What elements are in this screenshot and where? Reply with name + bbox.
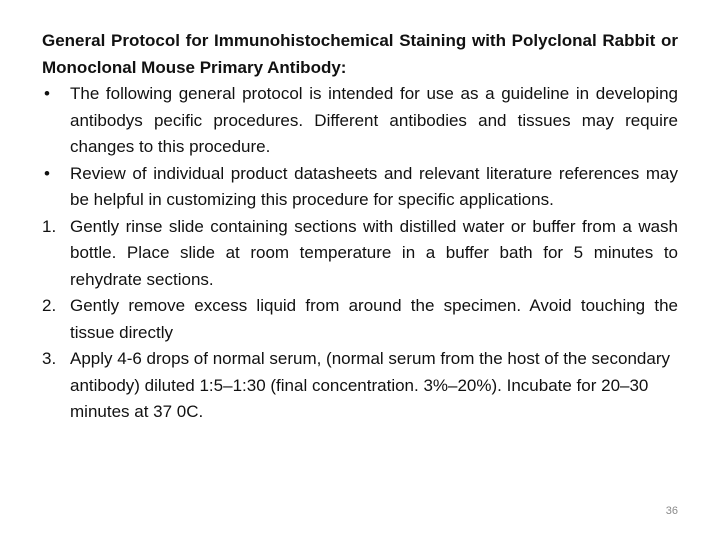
- step-text: Gently rinse slide containing sections with distilled water or buffer from a wash bottle. Place slide at room temperature in a buffer bath for 5 minutes to rehydrate sections.: [70, 216, 678, 289]
- step-text: Apply 4-6 drops of normal serum, (normal serum from the host of the secondary antibody) diluted 1:5–1:30 (final concentration. 3%–20%). Incubate for 20–30 minutes at 37 0C.: [70, 349, 670, 421]
- page-number: 36: [665, 505, 678, 517]
- bullet-marker: •: [44, 84, 50, 103]
- bullet-text: Review of individual product datasheets and relevant literature references may be helpful in customizing this procedure for specific applications.: [70, 163, 678, 209]
- step-number: 3.: [42, 349, 57, 368]
- protocol-title: General Protocol for Immunohistochemical Staining with Polyclonal Rabbit or Monoclonal Mouse Primary Antibody:: [42, 31, 678, 77]
- bullet-list: [42, 81, 678, 214]
- step-number: 2.: [42, 296, 57, 315]
- slide-content: [42, 28, 678, 426]
- step-text: Gently remove excess liquid from around the specimen. Avoid touching the tissue directly: [70, 296, 678, 342]
- bullet-text: The following general protocol is intended for use as a guideline in developing antibodys pecific procedures. Different antibodies and tissues may require changes to this procedure.: [70, 84, 678, 156]
- step-item: [42, 214, 678, 294]
- bullet-item: [42, 81, 678, 161]
- step-item: [42, 346, 678, 426]
- bullet-marker: •: [44, 163, 50, 183]
- step-list: [42, 214, 678, 426]
- step-item: [42, 293, 678, 346]
- step-number: 1.: [42, 216, 57, 236]
- bullet-item: [42, 161, 678, 214]
